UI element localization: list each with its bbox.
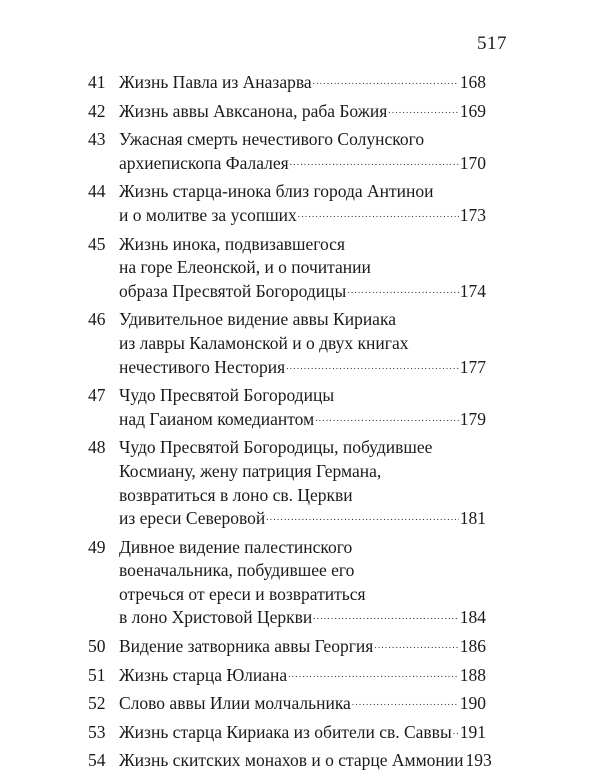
toc-entry-last-line	[119, 100, 486, 124]
toc-entry-page: 173	[459, 204, 486, 225]
toc-entry-title-line: из ереси Северовой	[119, 508, 266, 529]
toc-entry-number: 51	[88, 664, 106, 685]
toc-entry-page: 177	[459, 356, 486, 377]
dot-leader	[374, 641, 458, 650]
toc-entry-title-line: Видение затворника аввы Георгия	[119, 636, 374, 657]
dot-leader	[453, 727, 459, 736]
toc-entry-last-line	[119, 664, 486, 688]
dot-leader	[266, 513, 459, 522]
toc-entry-page: 190	[459, 693, 486, 714]
toc-entry-title-line: военачальника, побудившее его	[119, 560, 355, 581]
dot-leader	[347, 286, 458, 295]
dot-leader	[313, 77, 459, 86]
toc-entry-number: 46	[88, 309, 106, 330]
toc-entry-last-line	[119, 152, 486, 176]
toc-entry-last-line	[119, 749, 492, 773]
toc-entry-title-line: архиепископа Фалалея	[119, 152, 289, 173]
toc-entry-page: 191	[459, 721, 486, 742]
toc-entry-number: 41	[88, 72, 106, 92]
toc-entry	[88, 436, 486, 530]
toc-entry-number: 53	[88, 721, 106, 742]
toc-entry-title-line: образа Пресвятой Богородицы	[119, 280, 347, 301]
toc-entry	[88, 100, 486, 124]
toc-entry-page: 188	[459, 664, 486, 685]
toc-entry-last-line	[119, 606, 486, 630]
toc-entry-title-line: нечестивого Нестория	[119, 356, 286, 377]
toc-entry-last-line	[119, 408, 486, 432]
toc-entry	[88, 635, 486, 659]
toc-entry-title-line: возвратиться в лоно св. Церкви	[119, 484, 353, 505]
toc-entry-title-line: Жизнь старца-инока близ города Антинои	[119, 181, 434, 202]
toc-entry	[88, 384, 486, 431]
toc-entry-title-line: Дивное видение палестинского	[119, 536, 353, 557]
toc-entry	[88, 180, 486, 227]
dot-leader	[388, 106, 458, 115]
toc-entry-last-line	[119, 507, 486, 531]
dot-leader	[290, 158, 459, 167]
toc-entry-title-line: Чудо Пресвятой Богородицы, побудившее	[119, 437, 433, 458]
toc-entry-title-line: над Гаианом комедиантом	[119, 408, 315, 429]
toc-entry-page: 169	[459, 100, 486, 121]
dot-leader	[298, 210, 459, 219]
toc-entry-title-line: отречься от ереси и возвратиться	[119, 583, 366, 604]
toc-entry-title-line: Чудо Пресвятой Богородицы	[119, 385, 335, 406]
toc-entry-title-line: Слово аввы Илии молчальника	[119, 693, 351, 714]
dot-leader	[315, 414, 459, 423]
toc-entry-number: 42	[88, 100, 106, 121]
toc-entry	[88, 536, 486, 630]
toc-entry-page: 168	[459, 72, 486, 92]
toc-entry-number: 47	[88, 385, 106, 406]
table-of-contents	[88, 71, 492, 778]
toc-entry-number: 54	[88, 750, 106, 771]
toc-entry	[88, 233, 486, 304]
toc-entry-number: 48	[88, 437, 106, 458]
toc-entry-title-line: Жизнь скитских монахов и о старце Аммонии	[119, 750, 464, 771]
toc-entry	[88, 692, 486, 716]
toc-entry-number: 49	[88, 536, 106, 557]
toc-entry-title-line: Ужасная смерть нечестивого Солунского	[119, 129, 425, 150]
toc-entry-title-line: Жизнь старца Кириака из обители св. Саввы	[119, 721, 452, 742]
toc-entry-last-line	[119, 721, 486, 745]
toc-entry	[88, 308, 486, 379]
toc-entry-number: 52	[88, 693, 106, 714]
toc-entry-title-line: и о молитве за усопших	[119, 204, 297, 225]
toc-entry-title-line: Жизнь инока, подвизавшегося	[119, 233, 345, 254]
toc-entry-number: 43	[88, 129, 106, 150]
dot-leader	[313, 612, 459, 621]
toc-entry-last-line	[119, 356, 486, 380]
toc-entry	[88, 749, 492, 773]
toc-entry-page: 193	[465, 750, 492, 771]
toc-entry-page: 184	[459, 607, 486, 628]
toc-entry-last-line	[119, 204, 486, 228]
toc-entry-page: 179	[459, 408, 486, 429]
toc-entry-title-line: из лавры Каламонской и о двух книгах	[119, 332, 409, 353]
toc-entry-page: 181	[459, 508, 486, 529]
toc-entry	[88, 664, 486, 688]
toc-entry-number: 50	[88, 636, 106, 657]
page-number: 517	[477, 33, 507, 54]
toc-entry-last-line	[119, 280, 486, 304]
toc-entry-last-line	[119, 692, 486, 716]
toc-entry	[88, 71, 486, 95]
dot-leader	[288, 670, 459, 679]
dot-leader	[352, 698, 459, 707]
toc-entry-last-line	[119, 635, 486, 659]
toc-entry-title-line: Жизнь аввы Авксанона, раба Божия	[119, 100, 388, 121]
toc-entry-title-line: Космиану, жену патриция Германа,	[119, 460, 382, 481]
toc-entry-page: 174	[459, 280, 486, 301]
toc-entry-last-line	[119, 71, 486, 95]
toc-entry-title-line: Удивительное видение аввы Кириака	[119, 309, 396, 330]
toc-entry	[88, 721, 486, 745]
toc-entry	[88, 128, 486, 175]
toc-entry-page: 170	[459, 152, 486, 173]
toc-entry-title-line: в лоно Христовой Церкви	[119, 607, 313, 628]
toc-entry-page: 186	[459, 636, 486, 657]
toc-entry-title-line: Жизнь старца Юлиана	[119, 664, 288, 685]
toc-entry-title-line: на горе Елеонской, и о почитании	[119, 257, 371, 278]
toc-entry-title-line: Жизнь Павла из Аназарва	[119, 72, 312, 92]
dot-leader	[286, 362, 459, 371]
toc-entry-number: 44	[88, 181, 106, 202]
toc-entry-number: 45	[88, 233, 106, 254]
